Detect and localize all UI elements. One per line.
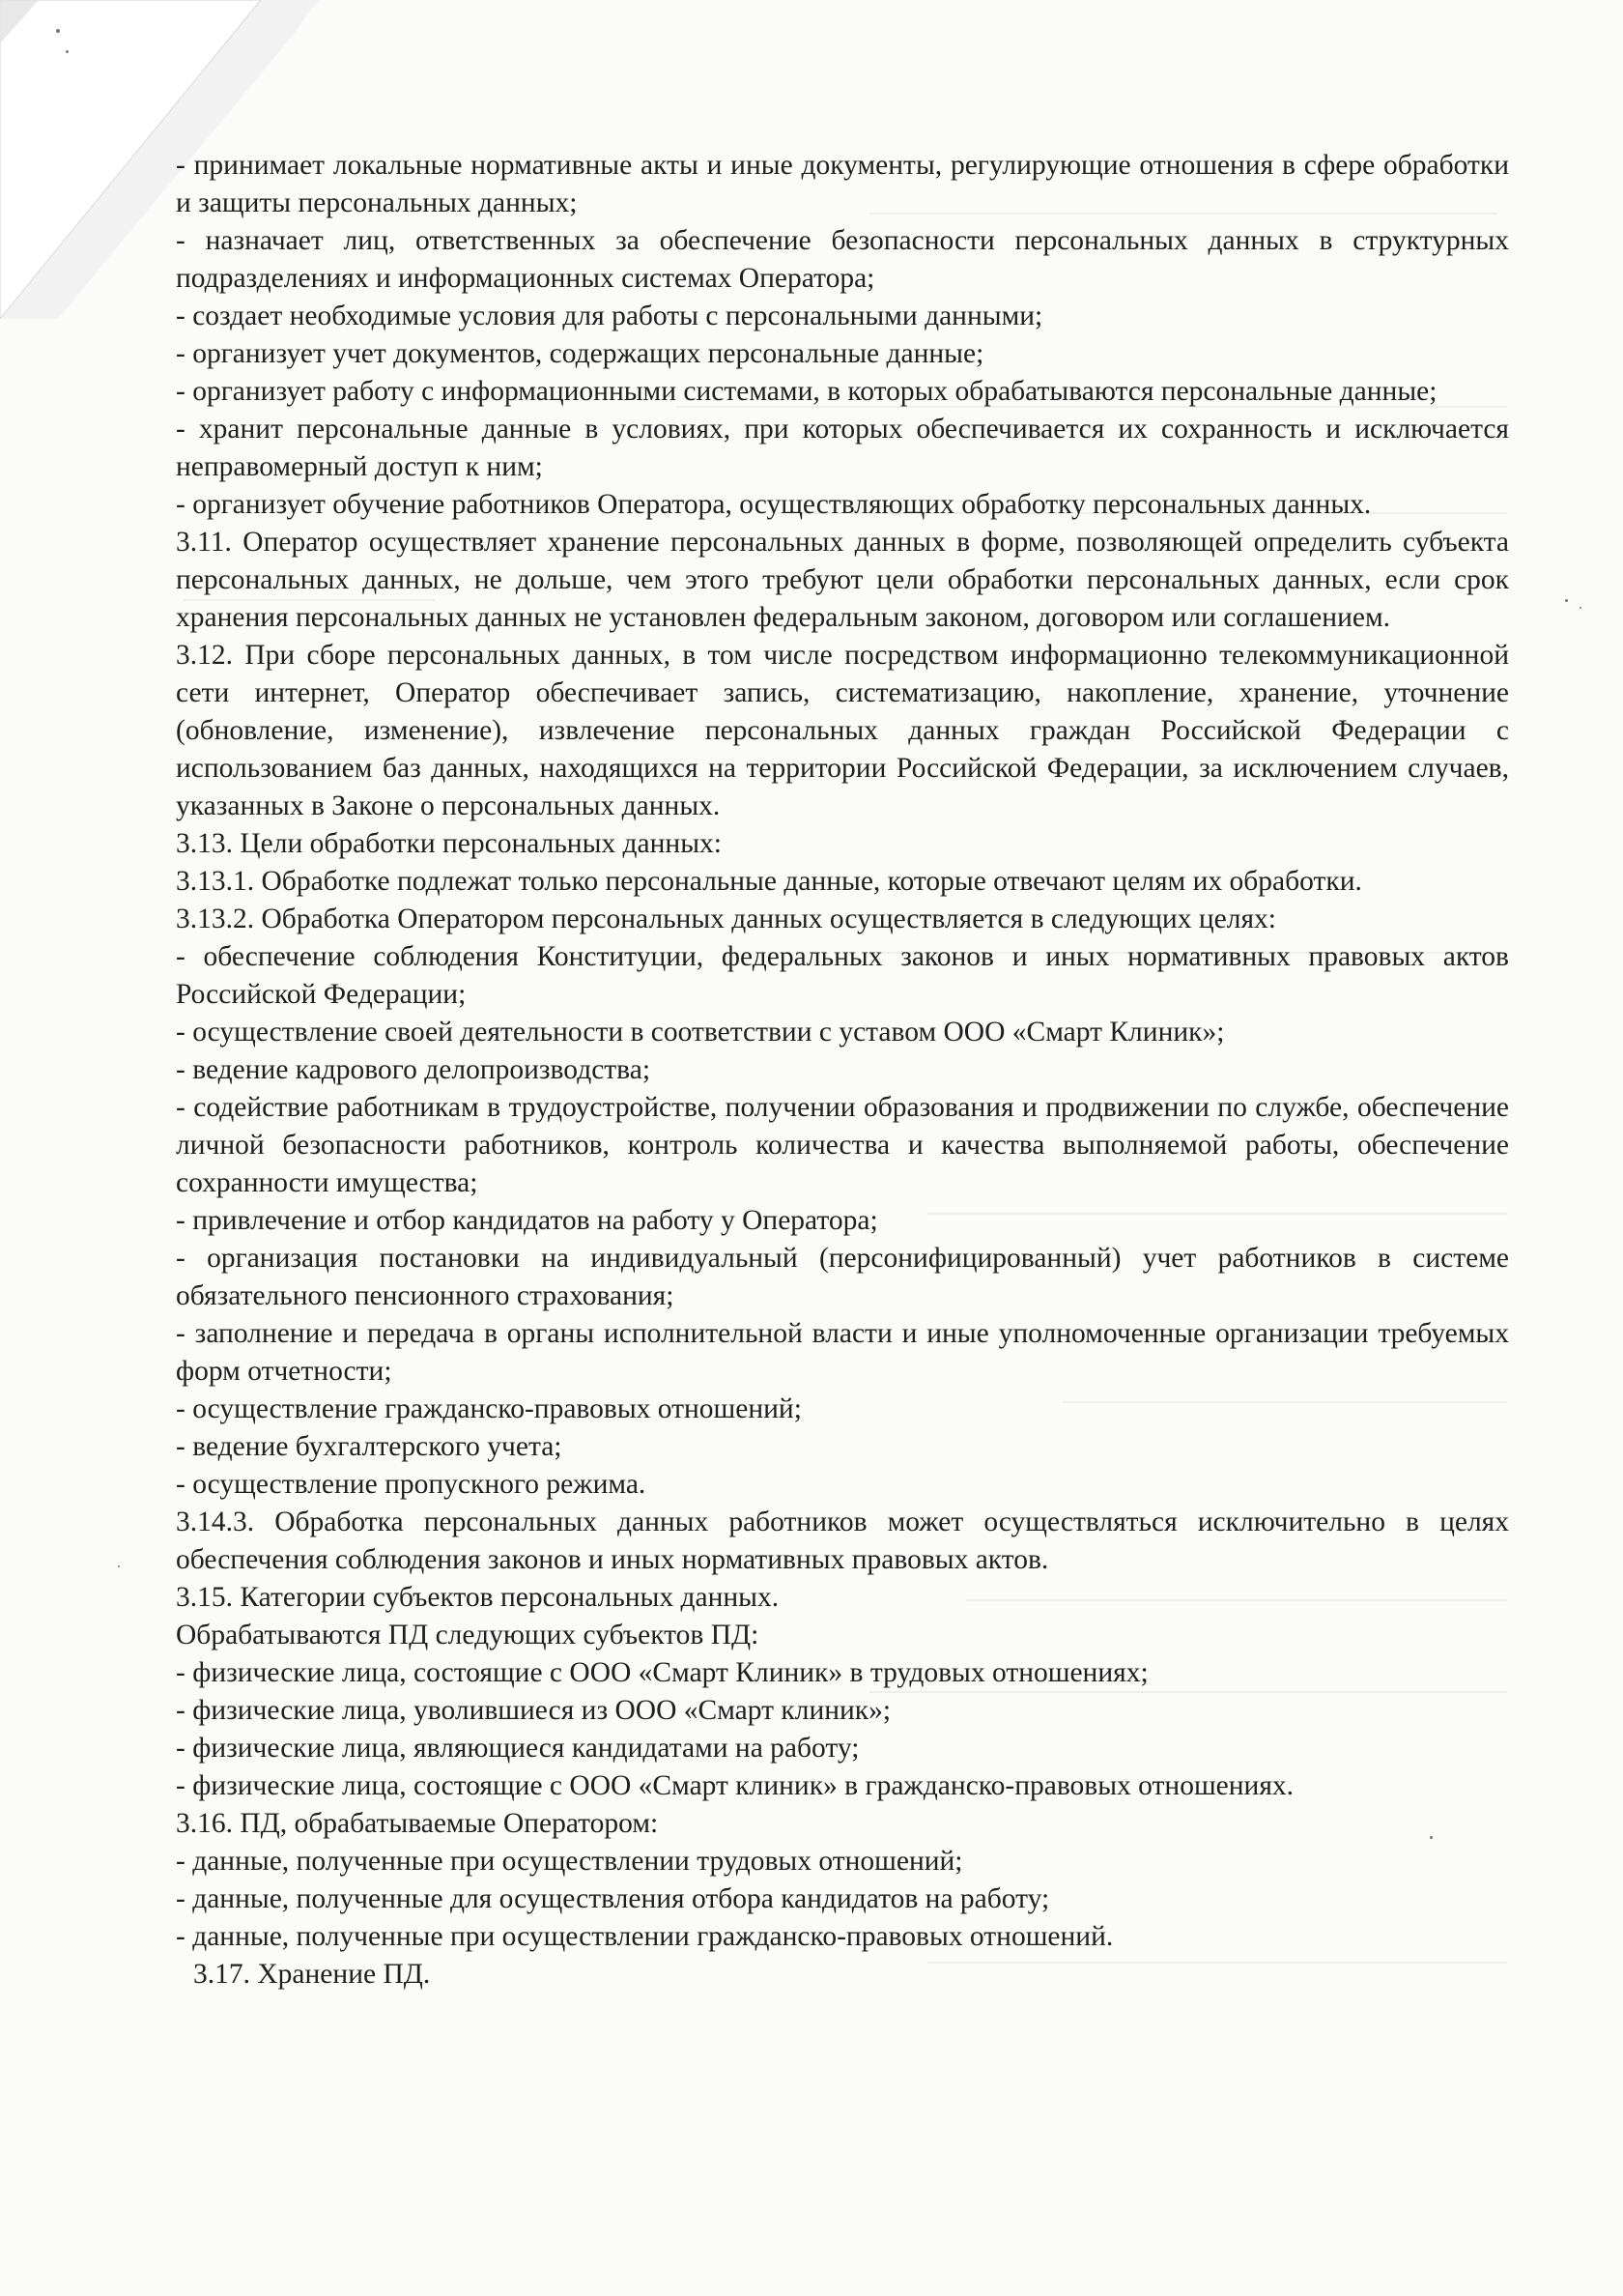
paragraph: - привлечение и отбор кандидатов на работу у Оператора; xyxy=(176,1205,878,1236)
paragraph: - хранит персональные данные в условиях, при которых обеспечивается их сохранность и исключается неправомерный доступ к ним; xyxy=(176,414,1509,482)
paragraph: - осуществление своей деятельности в соответствии с уставом ООО «Смарт Клиник»; xyxy=(176,1017,1225,1048)
paragraph: 3.12. При сборе персональных данных, в том числе посредством информационно телекоммуникационной сети интернет, Оператор обеспечивает запись, систематизацию, накопление, хранение, уточнение (обновление, изменение), извлечение персональных данных граждан Российской Федерации с использованием баз данных, находящихся на территории Российской Федерации, за исключением случаев, указанных в Законе о персональных данных. xyxy=(176,640,1509,821)
paragraph: 3.13.1. Обработке подлежат только персональные данные, которые отвечают целям их обработки. xyxy=(176,866,1362,897)
paragraph: - назначает лиц, ответственных за обеспечение безопасности персональных данных в структурных подразделениях и информационных системах Оператора; xyxy=(176,225,1509,294)
paragraph: - данные, полученные для осуществления отбора кандидатов на работу; xyxy=(176,1883,1050,1914)
scan-speck xyxy=(118,1565,120,1567)
paragraph: 3.13. Цели обработки персональных данных: xyxy=(176,828,722,859)
paragraph: - организует работу с информационными системами, в которых обрабатываются персональные данные; xyxy=(176,376,1438,407)
paragraph: - содействие работникам в трудоустройстве, получении образования и продвижении по службе, обеспечение личной безопасности работников, контроль количества и качества выполняемой работы, обеспечение сохранности имущества; xyxy=(176,1092,1509,1198)
paragraph: - физические лица, уволившиеся из ООО «Смарт клиник»; xyxy=(176,1695,892,1726)
paragraph: 3.13.2. Обработка Оператором персональных данных осуществляется в следующих целях: xyxy=(176,904,1276,934)
paragraph: 3.17. Хранение ПД. xyxy=(193,1959,431,1990)
paragraph: - осуществление гражданско-правовых отношений; xyxy=(176,1393,802,1424)
paragraph: - создает необходимые условия для работы с персональными данными; xyxy=(176,301,1043,331)
scan-speck xyxy=(1565,599,1568,602)
paragraph: - данные, полученные при осуществлении трудовых отношений; xyxy=(176,1846,963,1877)
paragraph: - данные, полученные при осуществлении гражданско-правовых отношений. xyxy=(176,1921,1114,1952)
document-body xyxy=(176,147,1509,1994)
paragraph: - организует обучение работников Оператора, осуществляющих обработку персональных данных. xyxy=(176,489,1372,520)
paragraph: - осуществление пропускного режима. xyxy=(176,1469,646,1500)
scan-speck xyxy=(66,50,69,53)
paragraph: - организует учет документов, содержащих персональные данные; xyxy=(176,338,984,369)
paragraph: - физические лица, состоящие с ООО «Смарт клиник» в гражданско-правовых отношениях. xyxy=(176,1770,1295,1801)
paragraph: - ведение кадрового делопроизводства; xyxy=(176,1054,651,1085)
paragraph: 3.11. Оператор осуществляет хранение персональных данных в форме, позволяющей определить субъекта персональных данных, не дольше, чем этого требуют цели обработки персональных данных, если срок хранения персональных данных не установлен федеральным законом, договором или соглашением. xyxy=(176,527,1509,633)
paragraph: - ведение бухгалтерского учета; xyxy=(176,1431,562,1462)
paragraph: Обрабатываются ПД следующих субъектов ПД: xyxy=(176,1620,759,1650)
paragraph: 3.14.3. Обработка персональных данных работников может осуществляться исключительно в целях обеспечения соблюдения законов и иных нормативных правовых актов. xyxy=(176,1507,1509,1575)
paragraph: 3.15. Категории субъектов персональных данных. xyxy=(176,1582,780,1613)
paragraph: - обеспечение соблюдения Конституции, федеральных законов и иных нормативных правовых актов Российской Федерации; xyxy=(176,941,1509,1010)
paragraph: - физические лица, являющиеся кандидатами на работу; xyxy=(176,1733,860,1764)
scan-speck xyxy=(56,29,60,33)
paragraph: - заполнение и передача в органы исполнительной власти и иные уполномоченные организации требуемых форм отчетности; xyxy=(176,1318,1509,1387)
paragraph: - физические лица, состоящие с ООО «Смарт Клиник» в трудовых отношениях; xyxy=(176,1657,1149,1688)
paragraph: - организация постановки на индивидуальный (персонифицированный) учет работников в системе обязательного пенсионного страхования; xyxy=(176,1243,1509,1311)
paragraph: 3.16. ПД, обрабатываемые Оператором: xyxy=(176,1808,659,1839)
paragraph: - принимает локальные нормативные акты и иные документы, регулирующие отношения в сфере обработки и защиты персональных данных; xyxy=(176,150,1509,218)
scan-speck xyxy=(1580,607,1581,609)
